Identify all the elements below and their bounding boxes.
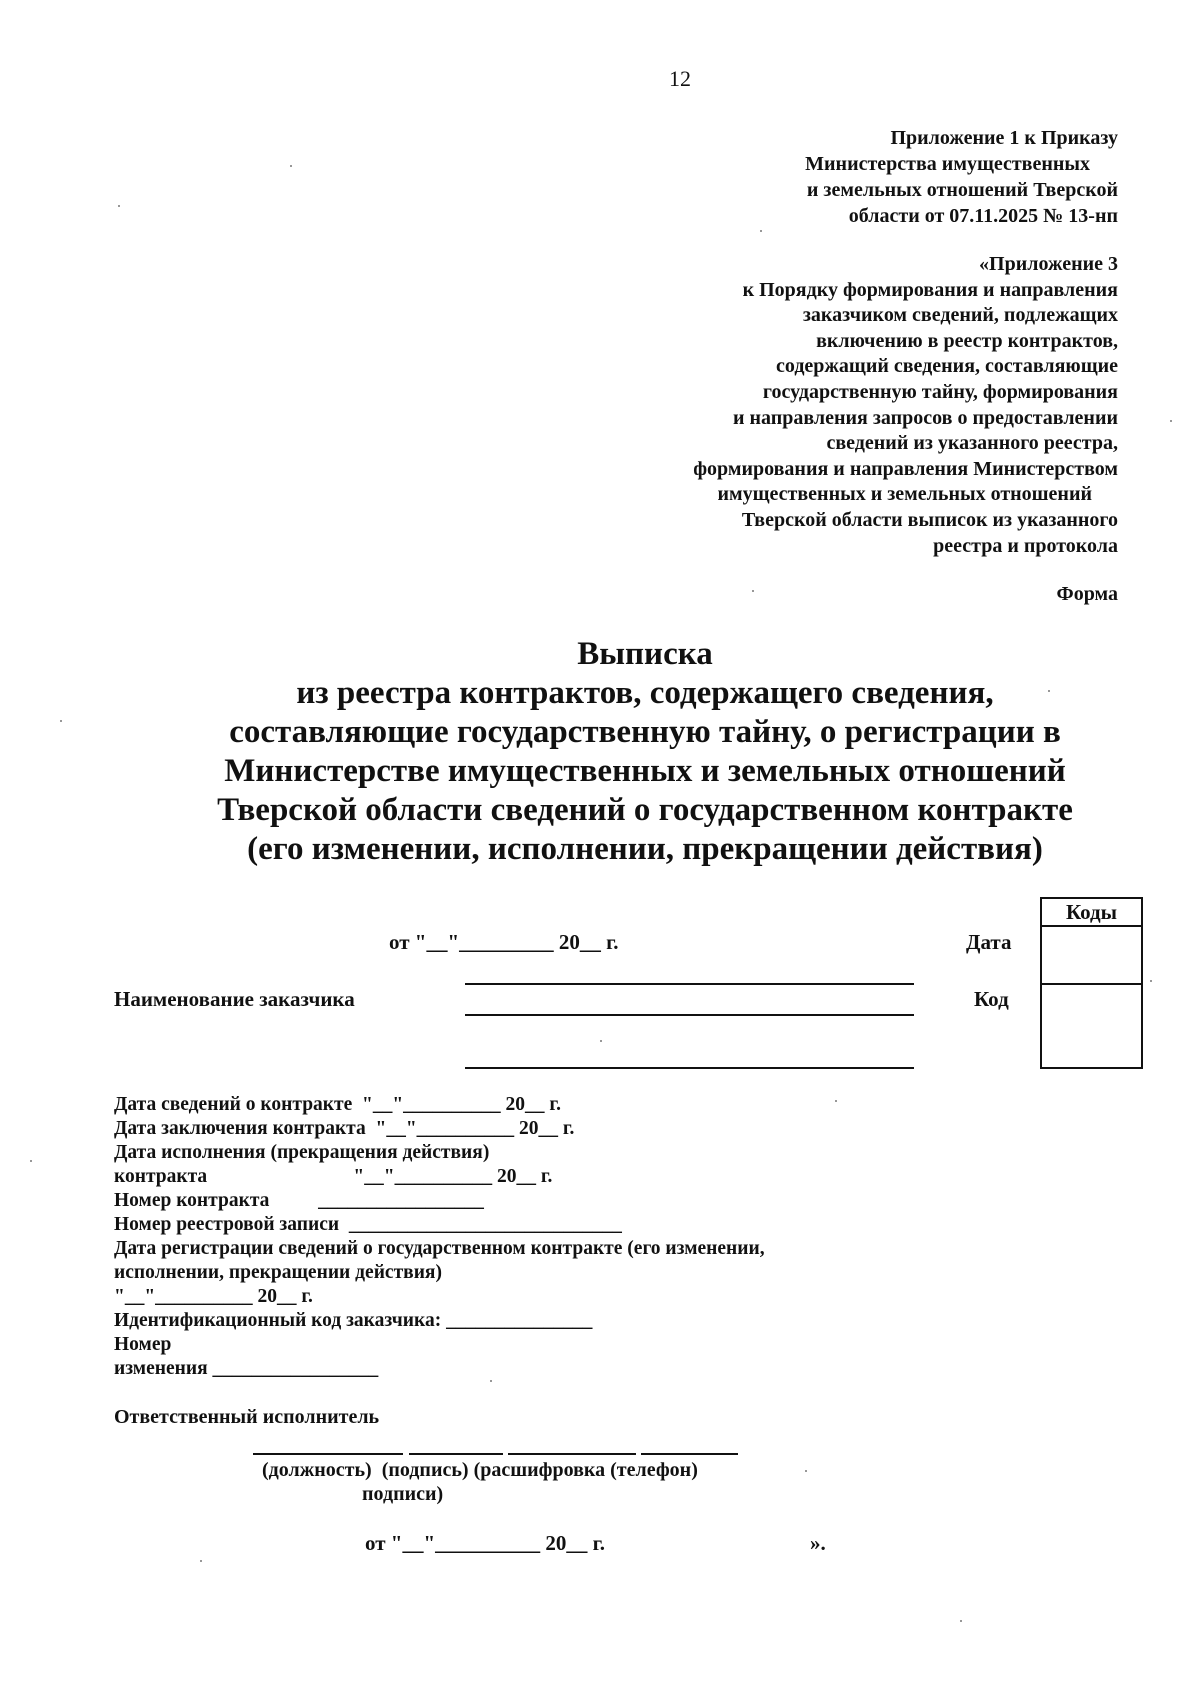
field-line: "__"__________ 20__ г. — [114, 1286, 313, 1307]
field-line: Номер — [114, 1334, 172, 1355]
page-number: 12 — [669, 66, 691, 91]
appendix1-line: области от 07.11.2025 № 13-нп — [848, 205, 1118, 227]
field-line: Дата заключения контракта "__"__________ 20__ г. — [114, 1118, 575, 1139]
title-line: Министерстве имущественных и земельных отношений — [224, 753, 1066, 789]
field-line: Дата сведений о контракте "__"__________ 20__ г. — [114, 1094, 561, 1115]
customer-name-line — [465, 1067, 914, 1069]
field-line: контракта "__"__________ 20__ г. — [114, 1166, 553, 1187]
customer-name-line — [465, 1014, 914, 1016]
field-line: Дата регистрации сведений о государственном контракте (его изменении, — [114, 1238, 765, 1259]
appendix3-line: включению в реестр контрактов, — [816, 329, 1118, 352]
appendix3-line: формирования и направления Министерством — [693, 457, 1118, 480]
signature-line — [409, 1453, 503, 1455]
appendix1-line: и земельных отношений Тверской — [806, 179, 1118, 201]
title-line: из реестра контрактов, содержащего сведения, — [296, 675, 994, 711]
appendix3-line: Тверской области выписок из указанного — [741, 508, 1118, 531]
codes-table — [1040, 897, 1143, 1069]
field-line: Номер реестровой записи ____________________________ — [114, 1214, 622, 1235]
title-line: Тверской области сведений о государственном контракте — [217, 792, 1073, 828]
field-line: Идентификационный код заказчика: _______________ — [114, 1310, 593, 1331]
appendix3-heading — [693, 252, 1118, 559]
field-line: исполнении, прекращении действия) — [114, 1262, 442, 1283]
appendix3-line: к Порядку формирования и направления — [742, 278, 1118, 301]
title-line: составляющие государственную тайну, о регистрации в — [229, 714, 1061, 750]
field-line: Дата исполнения (прекращения действия) — [114, 1142, 490, 1163]
date-code-cell — [1041, 926, 1142, 984]
appendix3-line: имущественных и земельных отношений — [717, 483, 1092, 506]
responsible-executor-label: Ответственный исполнитель — [114, 1406, 380, 1428]
appendix3-line: «Приложение 3 — [979, 253, 1118, 275]
date-label: Дата — [966, 930, 1012, 954]
appendix1-line: Приложение 1 к Приказу — [890, 127, 1118, 149]
appendix3-line: и направления запросов о предоставлении — [732, 406, 1118, 429]
customer-code-cell — [1041, 984, 1142, 1068]
caption-line: подписи) — [262, 1483, 444, 1505]
appendix3-line: сведений из указанного реестра, — [826, 432, 1118, 455]
appendix3-line: государственную тайну, формирования — [762, 380, 1118, 403]
caption-line: (должность) (подпись) (расшифровка (телефон) — [262, 1459, 698, 1481]
title-line: Выписка — [577, 636, 713, 672]
appendix3-line: содержащий сведения, составляющие — [776, 355, 1118, 378]
position-line — [253, 1453, 403, 1455]
appendix3-line: заказчиком сведений, подлежащих — [802, 304, 1118, 327]
appendix1-line: Министерства имущественных — [805, 153, 1090, 175]
field-line: Номер контракта _________________ — [114, 1190, 484, 1211]
field-line: изменения _________________ — [114, 1358, 379, 1379]
appendix3-line: реестра и протокола — [933, 534, 1118, 557]
title-line: (его изменении, исполнении, прекращении действия) — [247, 831, 1043, 867]
closing-quote: ». — [810, 1531, 826, 1555]
appendix1-heading — [805, 125, 1118, 229]
signature-decoding-line — [508, 1453, 636, 1455]
final-date-field: от "__"__________ 20__ г. — [365, 1531, 606, 1555]
header-date-field: от "__"_________ 20__ г. — [389, 930, 619, 954]
customer-name-label: Наименование заказчика — [114, 987, 355, 1011]
code-label: Код — [974, 987, 1009, 1011]
contract-fields — [114, 1093, 765, 1381]
document-title — [150, 635, 1140, 869]
signature-captions — [262, 1458, 698, 1506]
customer-name-line — [465, 983, 914, 985]
phone-line — [641, 1453, 738, 1455]
form-label: Форма — [1056, 583, 1118, 605]
codes-header: Коды — [1041, 898, 1142, 926]
